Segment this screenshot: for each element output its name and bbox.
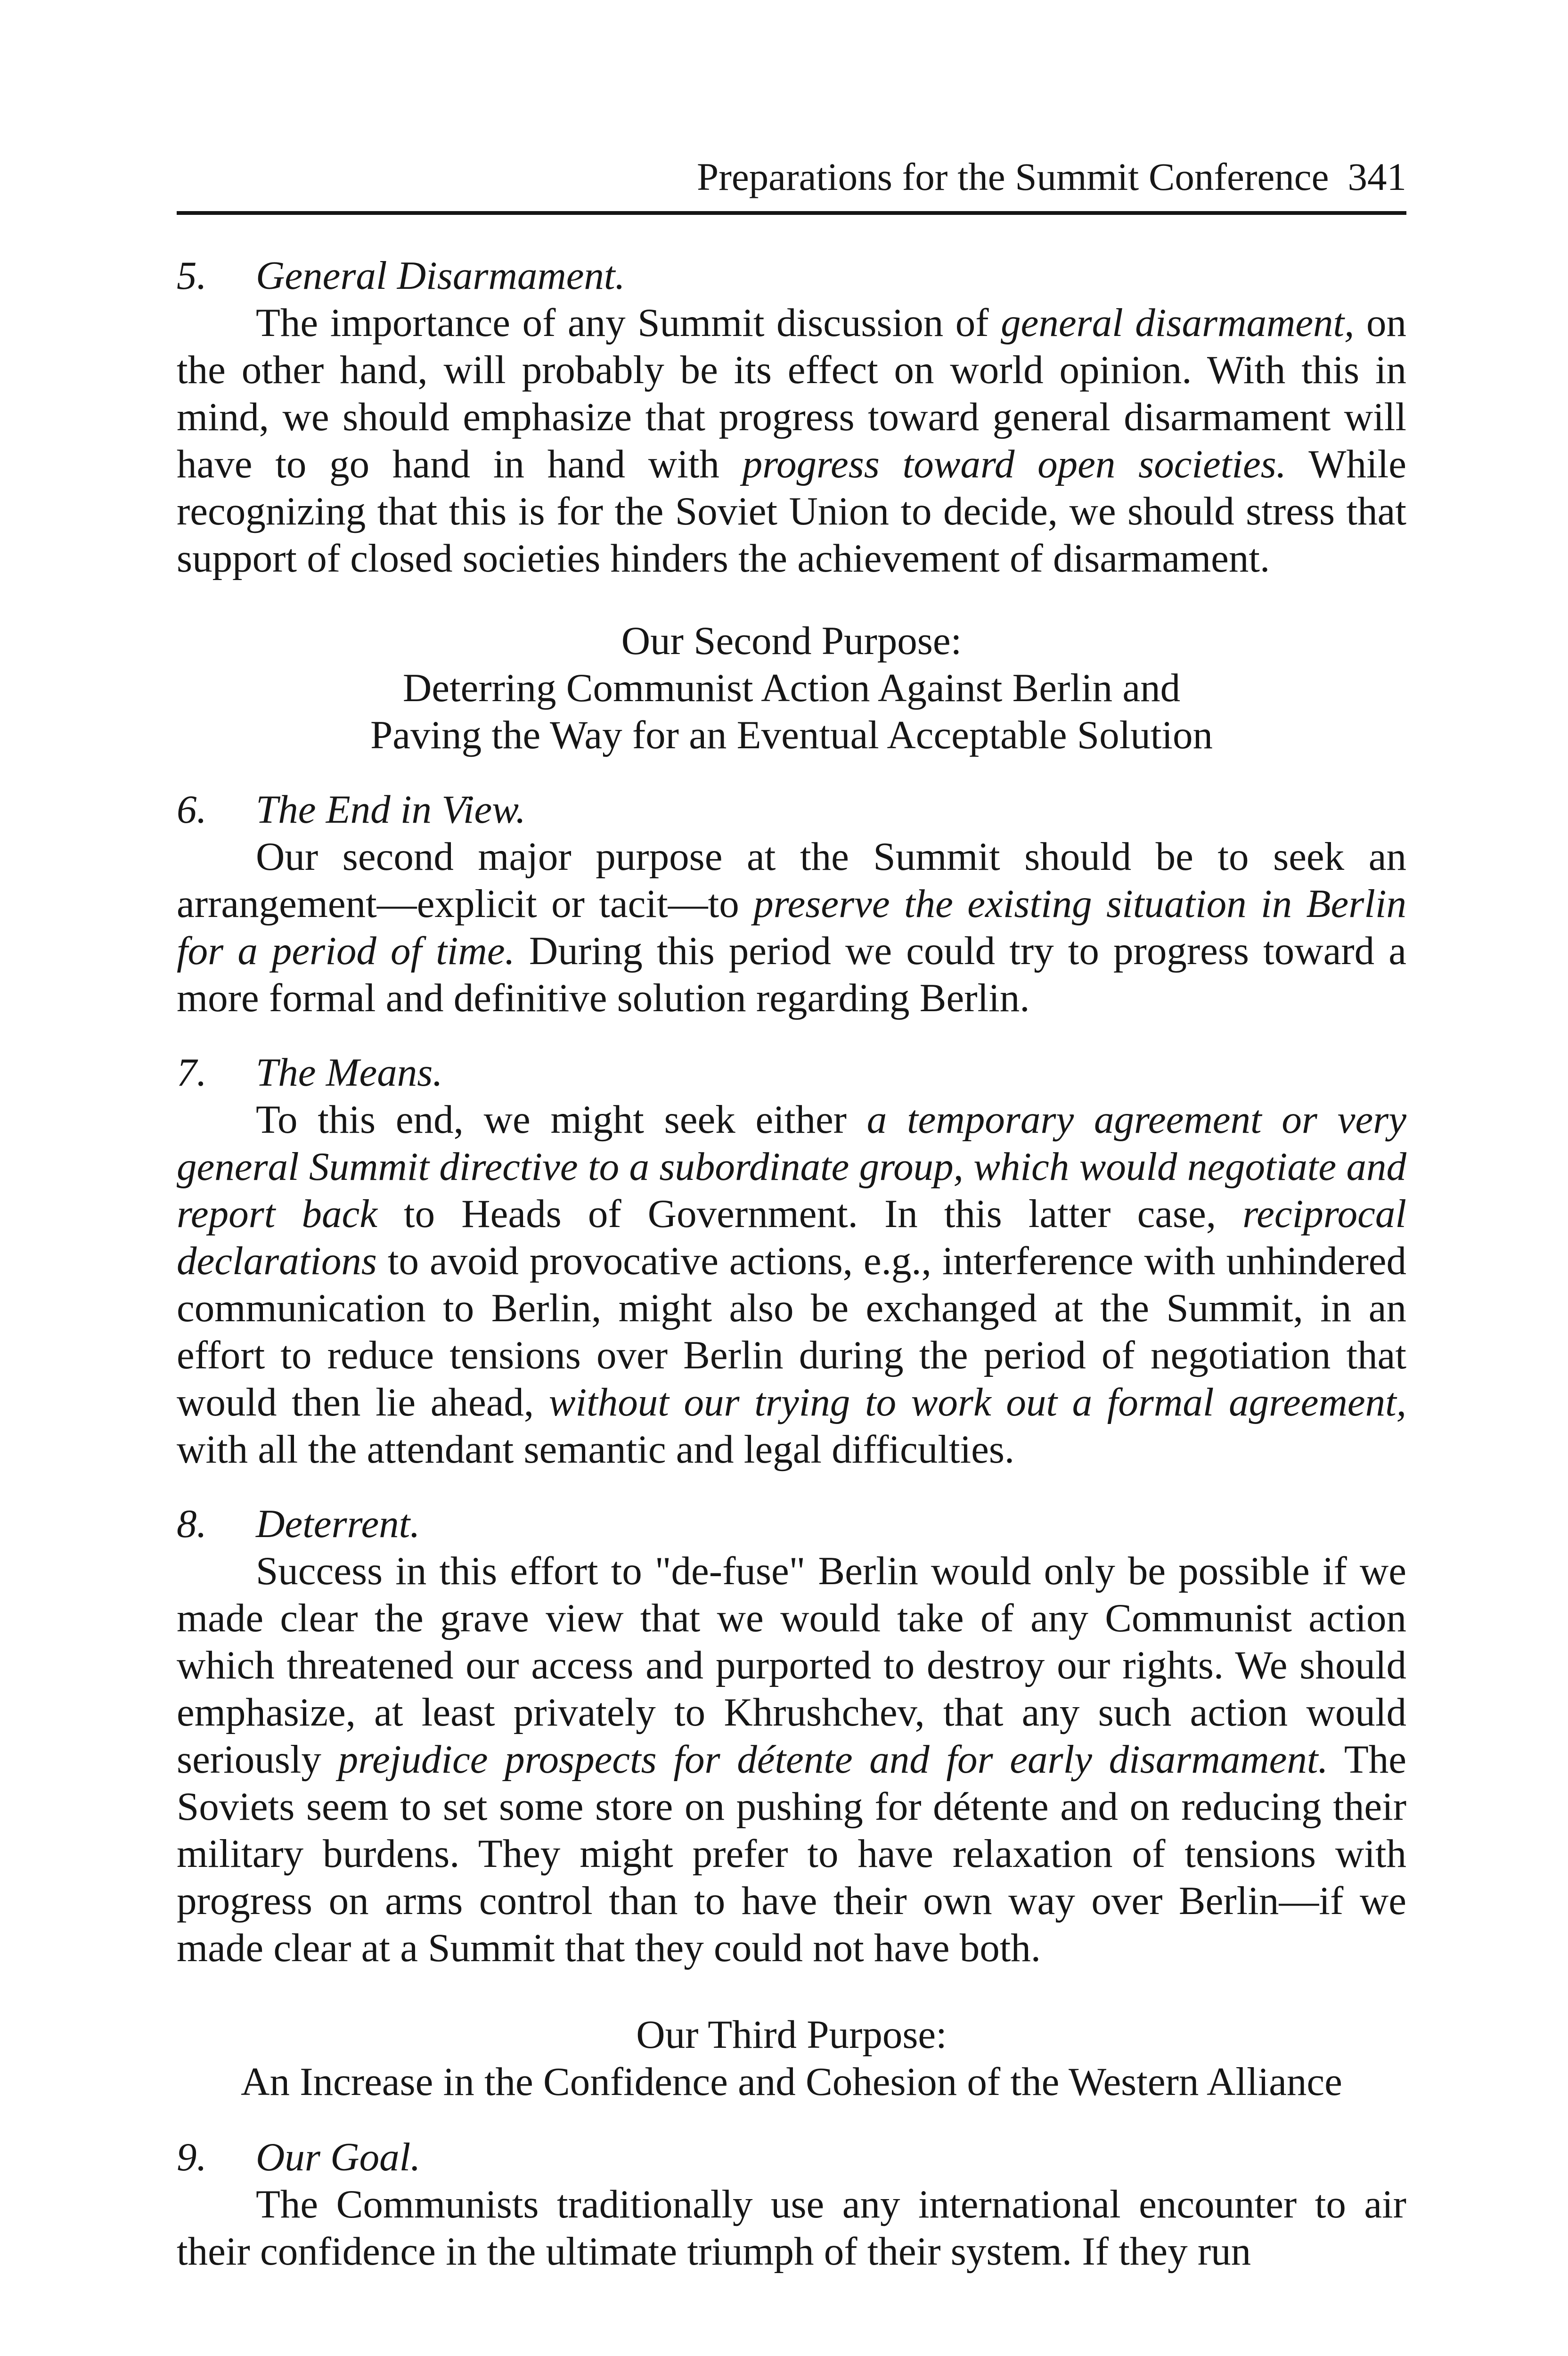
section-number: 5. bbox=[177, 254, 207, 298]
emphasis-run: reciprocal declarations bbox=[177, 1192, 1406, 1283]
section-heading bbox=[177, 786, 1406, 833]
paragraph bbox=[177, 833, 1406, 1022]
purpose-line: Deterring Communist Action Against Berlin and bbox=[402, 666, 1181, 710]
purpose-line: An Increase in the Confidence and Cohesion of the Western Alliance bbox=[241, 2060, 1342, 2104]
paragraph bbox=[177, 1547, 1406, 1972]
text-run: During this period we could try to progress toward a more formal and definitive solution regarding Berlin. bbox=[177, 929, 1407, 1020]
section-number: 7. bbox=[177, 1050, 207, 1095]
section-number: 9. bbox=[177, 2135, 207, 2179]
emphasis-run: a temporary agreement or very general Summit directive to a subordinate group, which would negotiate and report back bbox=[177, 1097, 1406, 1236]
text-run: Success in this effort to "de-fuse" Berlin would only be possible if we made clear the grave view that we would take of any Communist action which threatened our access and purported to destroy our rights. We should emphasize, at least privately to Khrushchev, that any such action would seriously bbox=[177, 1549, 1406, 1782]
purpose-heading-second bbox=[177, 617, 1406, 759]
section-heading bbox=[177, 1500, 1406, 1547]
emphasis-run: preserve the existing situation in Berlin for a period of time. bbox=[177, 882, 1407, 973]
text-run: on the other hand, will probably be its effect on world opinion. With this in mind, we should emphasize that progress toward general disarmament will have to go hand in hand with bbox=[177, 301, 1406, 486]
section-heading bbox=[177, 252, 1406, 299]
page-body bbox=[177, 252, 1406, 2275]
text-run: The Communists traditionally use any international encounter to air their confidence in the ultimate triumph of their system. If they run bbox=[177, 2182, 1406, 2274]
section-title: General Disarmament. bbox=[256, 254, 625, 298]
emphasis-run: prejudice prospects for détente and for early disarmament. bbox=[338, 1737, 1328, 1782]
section-number: 8. bbox=[177, 1502, 207, 1546]
text-run: with all the attendant semantic and legal difficulties. bbox=[177, 1427, 1015, 1472]
section-heading bbox=[177, 2134, 1406, 2181]
text-run: To this end, we might seek either bbox=[256, 1097, 867, 1142]
section-heading bbox=[177, 1049, 1406, 1096]
text-run: While recognizing that this is for the Soviet Union to decide, we should stress that support of closed societies hinders the achievement of disarmament. bbox=[177, 442, 1406, 581]
section-title: The Means. bbox=[256, 1050, 443, 1095]
running-header bbox=[177, 153, 1406, 200]
purpose-heading-third bbox=[177, 2011, 1406, 2105]
section-title: Our Goal. bbox=[256, 2135, 421, 2179]
emphasis-run: general disarmament, bbox=[1001, 301, 1355, 345]
running-title: Preparations for the Summit Conference bbox=[697, 155, 1329, 198]
section-number: 6. bbox=[177, 787, 207, 832]
text-run: The Soviets seem to set some store on pushing for détente and on reducing their military burdens. They might prefer to have relaxation of tensions with progress on arms control than to have their own way over Berlin—if we made clear at a Summit that they could not have both. bbox=[177, 1737, 1406, 1970]
text-run: to avoid provocative actions, e.g., interference with unhindered communication to Berlin, might also be exchanged at the Summit, in an effort to reduce tensions over Berlin during the period of negotiation that would then lie ahead, bbox=[177, 1239, 1406, 1424]
paragraph bbox=[177, 2181, 1406, 2275]
text-run: The importance of any Summit discussion of bbox=[256, 301, 1001, 345]
emphasis-run: without our trying to work out a formal agreement, bbox=[548, 1380, 1406, 1424]
text-run: to Heads of Government. In this latter case, bbox=[377, 1192, 1243, 1236]
text-run: Our second major purpose at the Summit should be to seek an arrangement—explicit or tacit—to bbox=[177, 834, 1406, 926]
purpose-label: Our Third Purpose: bbox=[636, 2012, 947, 2057]
paragraph bbox=[177, 299, 1406, 582]
page-number: 341 bbox=[1348, 155, 1406, 198]
section-title: The End in View. bbox=[256, 787, 526, 832]
header-rule bbox=[177, 211, 1406, 215]
paragraph bbox=[177, 1096, 1406, 1473]
purpose-label: Our Second Purpose: bbox=[621, 619, 962, 663]
emphasis-run: progress toward open societies. bbox=[742, 442, 1287, 486]
purpose-line: Paving the Way for an Eventual Acceptable Solution bbox=[370, 713, 1213, 757]
section-title: Deterrent. bbox=[256, 1502, 420, 1546]
